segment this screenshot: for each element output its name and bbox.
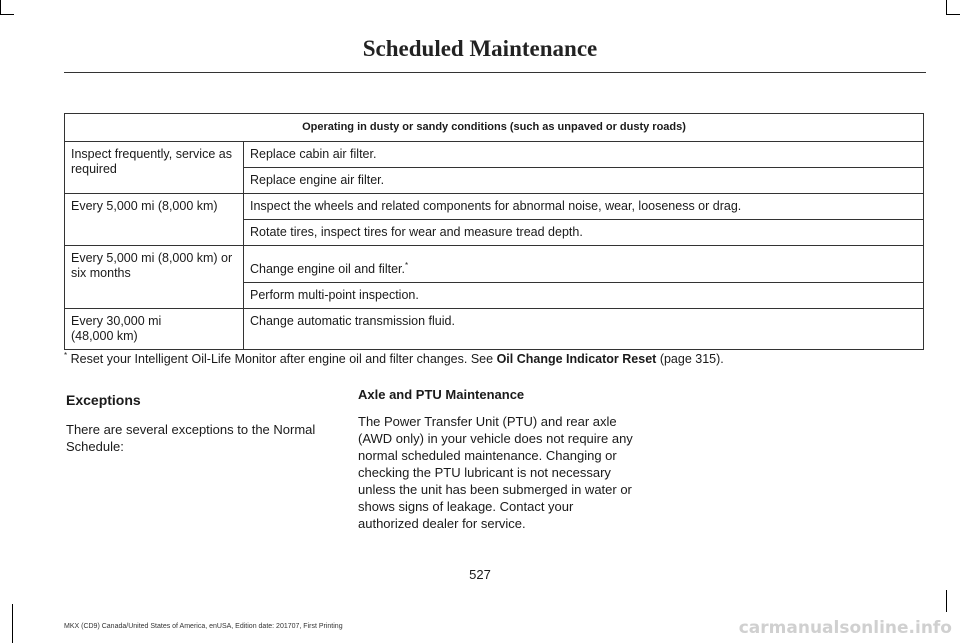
task-cell: Perform multi-point inspection. <box>244 283 924 309</box>
task-text: Change engine oil and filter. <box>250 262 405 277</box>
task-cell: Inspect the wheels and related components for abnormal noise, wear, looseness or drag. <box>244 194 924 220</box>
interval-cell <box>65 309 244 350</box>
table-heading: Operating in dusty or sandy conditions (such as unpaved or dusty roads) <box>65 114 924 142</box>
footnote-link[interactable]: Oil Change Indicator Reset <box>496 352 657 367</box>
footnote-marker: * <box>404 261 409 270</box>
interval-cell: Every 5,000 mi (8,000 km) or six months <box>65 246 244 309</box>
exceptions-heading: Exceptions <box>66 392 141 408</box>
exceptions-body: There are several exceptions to the Normal Schedule: <box>66 422 316 454</box>
task-cell: Replace engine air filter. <box>244 168 924 194</box>
edition-note: MKX (CD9) Canada/United States of America, enUSA, Edition date: 201707, First Printing <box>64 623 343 630</box>
table-row <box>65 246 924 283</box>
title-divider <box>64 72 926 73</box>
task-cell: Replace cabin air filter. <box>244 142 924 168</box>
maintenance-table <box>64 113 924 350</box>
table-heading-row <box>65 114 924 142</box>
exceptions-section <box>66 392 342 455</box>
footnote <box>64 348 724 367</box>
crop-mark <box>946 590 947 612</box>
task-cell <box>244 246 924 283</box>
interval-cell: Every 5,000 mi (8,000 km) <box>65 194 244 246</box>
axle-body: The Power Transfer Unit (PTU) and rear axle (AWD only) in your vehicle does not require any normal scheduled maintenance. Changing or checking the PTU lubricant is not necessary unless the unit has been submerged in water or shows signs of leakage. Contact your authorized dealer for service. <box>358 414 633 531</box>
crop-mark <box>946 14 960 15</box>
axle-heading: Axle and PTU Maintenance <box>358 387 525 402</box>
crop-mark <box>0 0 1 14</box>
footnote-page-ref: (page 315). <box>659 352 724 367</box>
crop-mark <box>946 0 947 14</box>
table-row <box>65 309 924 350</box>
interval-line: Every 30,000 mi <box>71 314 162 329</box>
crop-mark <box>12 604 13 643</box>
footnote-marker: * <box>64 351 68 360</box>
page-title: Scheduled Maintenance <box>362 36 598 61</box>
watermark: carmanualsonline.info <box>738 618 952 638</box>
page-number: 527 <box>469 567 491 582</box>
table-row <box>65 142 924 168</box>
task-cell: Rotate tires, inspect tires for wear and measure tread depth. <box>244 220 924 246</box>
interval-line: (48,000 km) <box>71 329 138 344</box>
table-row <box>65 194 924 220</box>
axle-section <box>358 386 634 532</box>
task-cell: Change automatic transmission fluid. <box>244 309 924 350</box>
crop-mark <box>0 14 14 15</box>
footnote-text: Reset your Intelligent Oil-Life Monitor after engine oil and filter changes. See <box>70 352 494 367</box>
interval-cell: Inspect frequently, service as required <box>65 142 244 194</box>
